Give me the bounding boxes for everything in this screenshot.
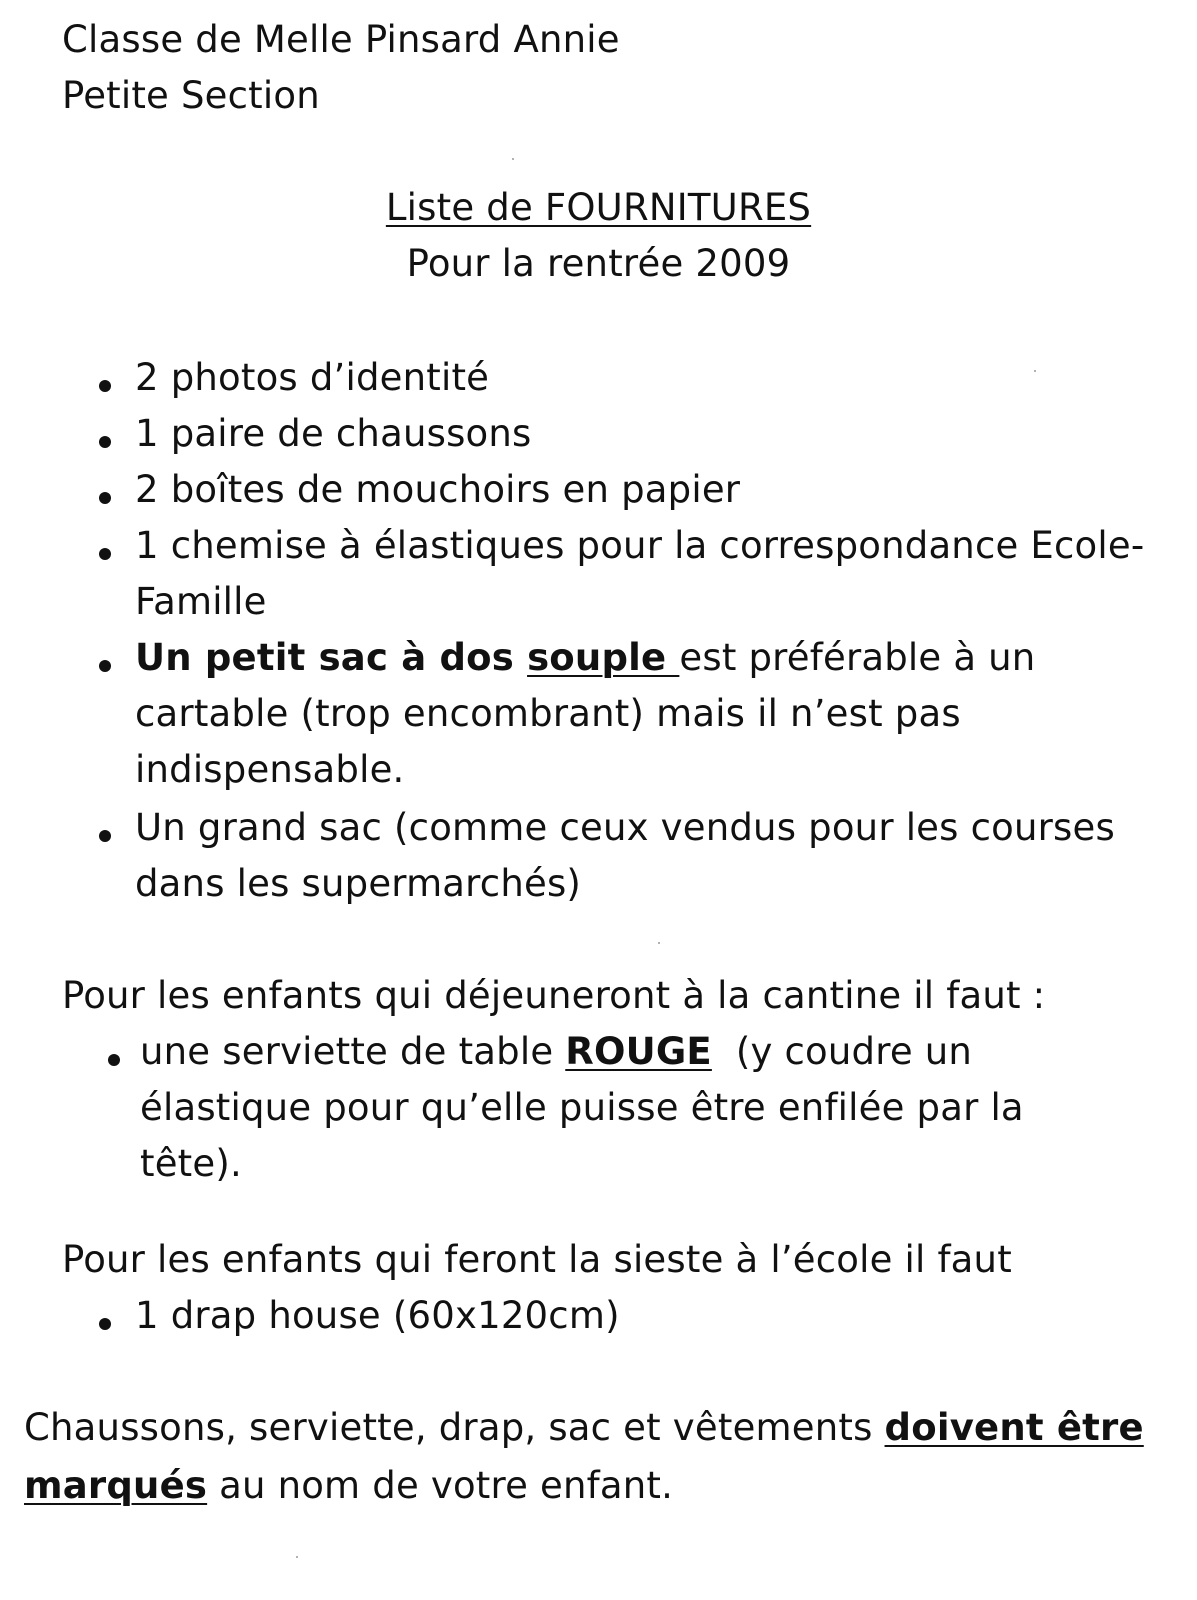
bullet-icon [99,380,111,392]
bullet-icon [99,548,111,560]
cantine-intro: Pour les enfants qui déjeuneront à la cantine il faut : [62,974,1046,1017]
scan-speck [512,158,514,160]
item-emphasis: Un petit sac à dos [135,636,528,679]
footer-text: au nom de votre enfant. [207,1464,674,1507]
document-subtitle: Pour la rentrée 2009 [406,242,791,285]
sieste-intro: Pour les enfants qui feront la sieste à l’école il faut [62,1238,1012,1281]
footer-text: Chaussons, serviette, drap, sac et vêtements [24,1406,885,1449]
footer-emphasis: doivent être [884,1406,1144,1449]
bullet-icon [99,492,111,504]
list-item: 1 paire de chaussons [135,412,532,455]
list-item: Un grand sac (comme ceux vendus pour les courses [135,806,1115,849]
list-item-continuation: tête). [140,1142,242,1185]
list-item [140,1024,972,1080]
bullet-icon [108,1054,120,1066]
footer-note [24,1400,1144,1456]
bullet-icon [99,1318,111,1330]
bullet-icon [99,660,111,672]
footer-emphasis: marqués [24,1464,208,1507]
list-item [135,630,1035,686]
item-text: (y coudre un [711,1030,973,1073]
list-item-continuation: Famille [135,580,267,623]
footer-note-continuation [24,1458,673,1514]
list-item: 2 boîtes de mouchoirs en papier [135,468,741,511]
list-item: 1 chemise à élastiques pour la correspondance Ecole- [135,524,1145,567]
scan-speck [296,1556,298,1558]
list-item-continuation: élastique pour qu’elle puisse être enfilée par la [140,1086,1024,1129]
list-item-continuation: indispensable. [135,748,405,791]
bullet-icon [99,436,111,448]
class-name: Classe de Melle Pinsard Annie [62,18,620,61]
scan-speck [658,942,660,944]
item-text: une serviette de table [140,1030,566,1073]
item-underlined: souple [527,636,680,679]
section-name: Petite Section [62,74,320,117]
scan-speck [1034,370,1036,372]
list-item-continuation: cartable (trop encombrant) mais il n’est pas [135,692,961,735]
item-text: est préférable à un [679,636,1036,679]
list-item-continuation: dans les supermarchés) [135,862,582,905]
document-title [0,180,1197,236]
title-main: Liste de FOURNITURES [385,186,812,229]
list-item: 2 photos d’identité [135,356,490,399]
list-item: 1 drap house (60x120cm) [135,1294,620,1337]
bullet-icon [99,830,111,842]
item-emphasis: ROUGE [565,1030,712,1073]
